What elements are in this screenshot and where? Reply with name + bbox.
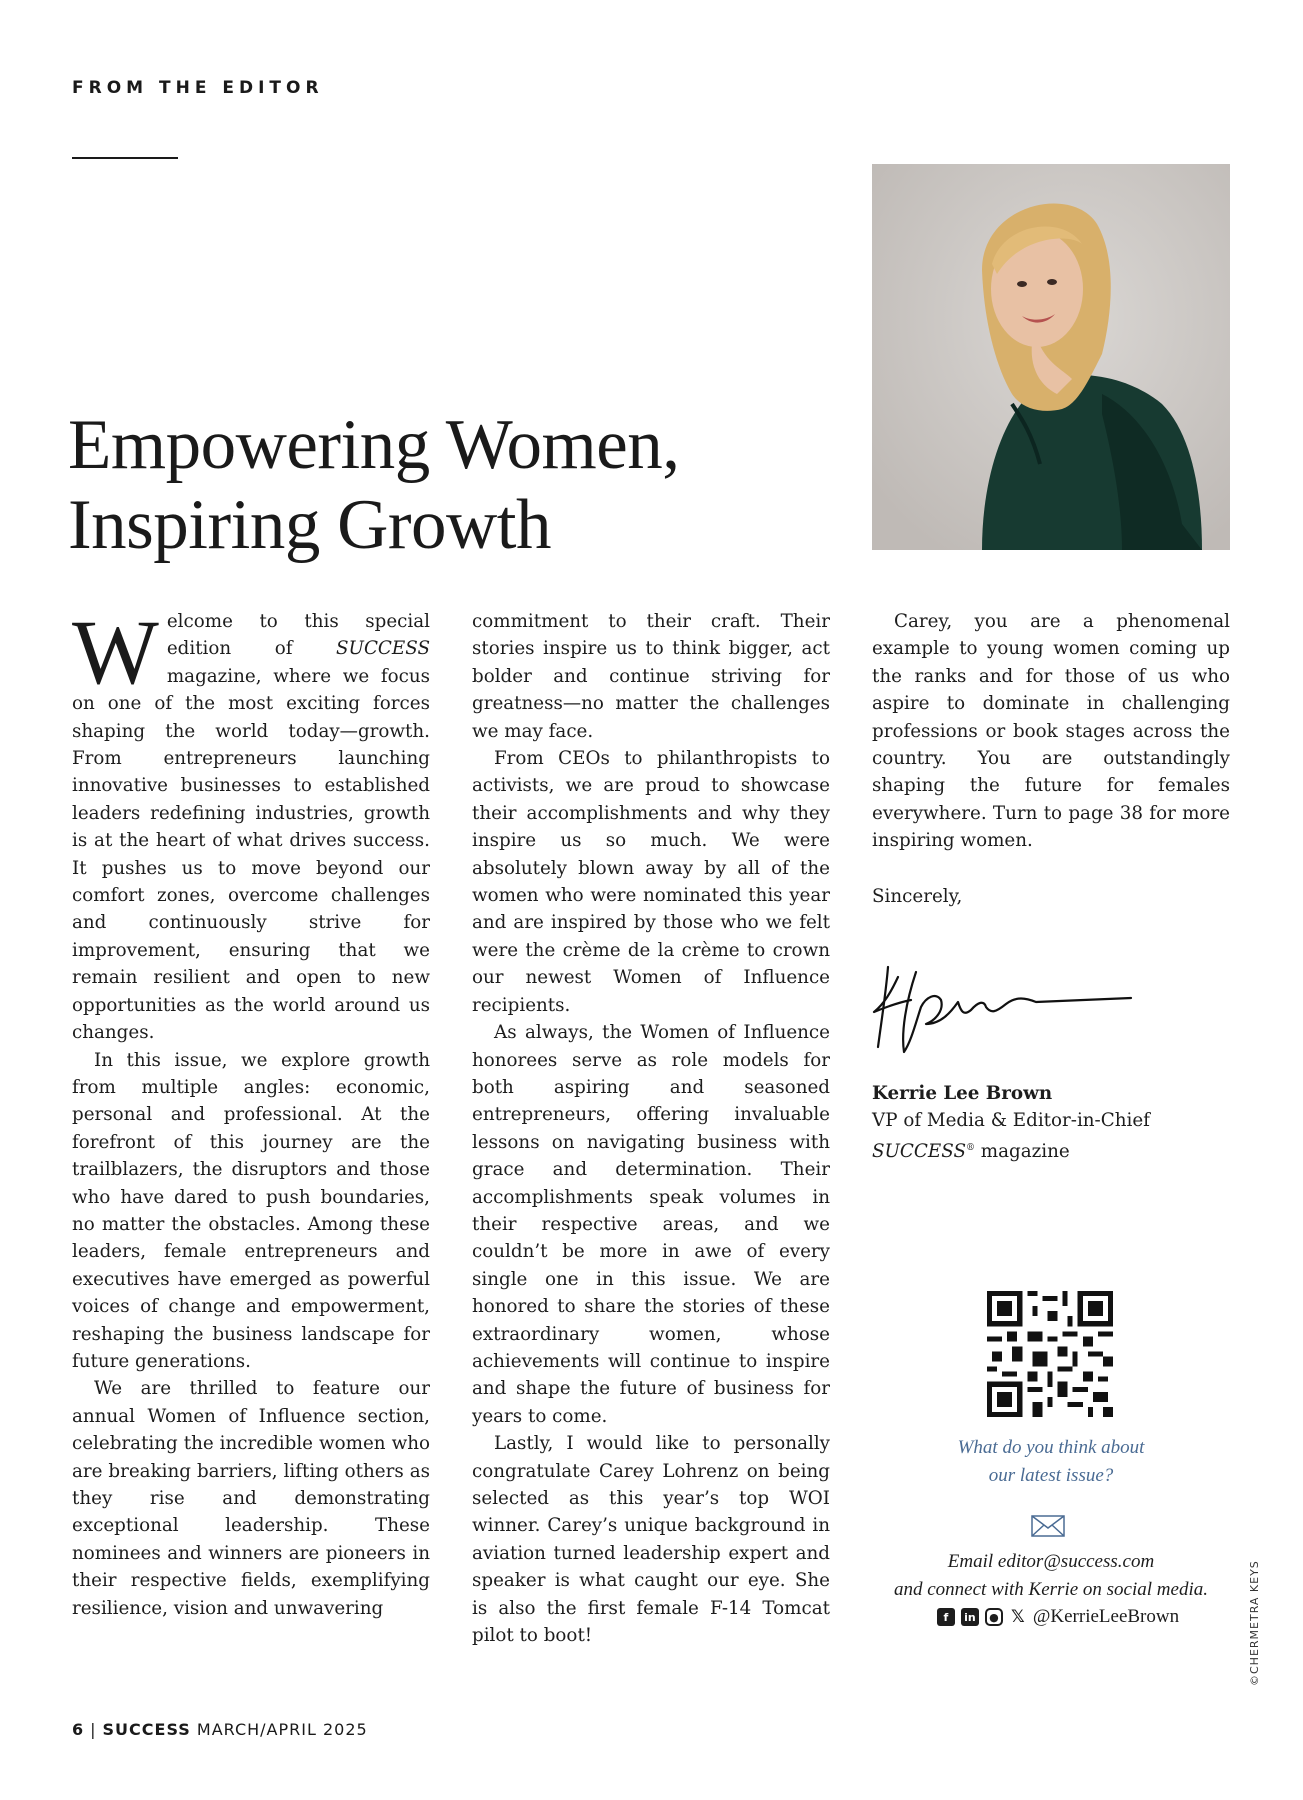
headline — [68, 405, 768, 565]
photo-credit: ©CHERMETRA KEYS — [1248, 1560, 1261, 1686]
paragraph: commitment to their craft. Their stories inspire us to think bigger, act bolder and continue striving for greatness—no matter the challenges we may face. — [472, 611, 830, 742]
footer-issue: MARCH/APRIL 2025 — [196, 1720, 368, 1739]
paragraph: Lastly, I would like to personally congratulate Carey Lohrenz on being selected as this year’s top WOI winner. Carey’s unique background in aviation turned leadership expert and speaker is what caught our eye. She is also the first female F-14 Tomcat pilot to boot! — [472, 1433, 830, 1647]
qr-code-icon[interactable] — [987, 1291, 1113, 1417]
editor-portrait — [872, 164, 1230, 550]
connect-line: and connect with Kerrie on social media. — [894, 1579, 1208, 1600]
headline-line-1: Empowering Women, — [68, 406, 680, 484]
headline-line-2: Inspiring Growth — [68, 486, 552, 564]
social-links — [908, 1604, 1208, 1630]
email-line[interactable]: Email editor@success.com — [947, 1551, 1155, 1572]
paragraph: We are thrilled to feature our annual Women of Influence section, celebrating the incredible women who are breaking barriers, lifting others as they rise and demonstrating exceptional leadership. These nominees and winners are pioneers in their respective fields, exemplifying resilience, vision and unwavering — [72, 1378, 430, 1619]
linkedin-icon[interactable]: in — [961, 1608, 979, 1626]
section-label: FROM THE EDITOR — [72, 78, 324, 98]
paragraph: In this issue, we explore growth from multiple angles: economic, personal and professional. At the forefront of this journey are the trailblazers, the disruptors and those who have dared to push boundaries, no matter the obstacles. Among these leaders, female entrepreneurs and executives have emerged as powerful voices of change and empowerment, reshaping the business landscape for future generations. — [72, 1049, 430, 1372]
instagram-icon[interactable]: ● — [985, 1608, 1003, 1626]
sign-off: Sincerely, — [872, 885, 963, 907]
signature-image — [866, 952, 1136, 1062]
article-column-1 — [72, 601, 430, 1622]
feedback-prompt: What do you think about our latest issue? — [957, 1437, 1145, 1486]
editor-name: Kerrie Lee Brown — [872, 1083, 1053, 1104]
facebook-icon[interactable]: f — [937, 1608, 955, 1626]
social-handle[interactable]: @KerrieLeeBrown — [1032, 1606, 1180, 1627]
page-footer — [72, 1720, 368, 1739]
page-number: 6 — [72, 1720, 85, 1739]
drop-cap: W — [72, 601, 159, 703]
paragraph: Carey, you are a phenomenal example to young women coming up the ranks and for those of us who aspire to dominate in challenging professions or book stages across the country. You are outstandingly shaping the future for females everywhere. Turn to page 38 for more inspiring women. — [872, 611, 1230, 852]
footer-brand: SUCCESS — [102, 1720, 191, 1739]
signature-block — [872, 1080, 1252, 1165]
header-rule — [72, 157, 178, 159]
paragraph: Welcome to this special edition of SUCCESS magazine, where we focus on one of the most exciting forces shaping the world today—growth. From entrepreneurs launching innovative businesses to established leaders redefining industries, growth is at the heart of what drives success. It pushes us to move beyond our comfort zones, overcome challenges and continuously strive for improvement, ensuring that we remain resilient and open to new opportunities as the world around us changes. — [72, 601, 430, 1044]
article-column-3 — [872, 608, 1230, 910]
paragraph: From CEOs to philanthropists to activists, we are proud to showcase their accomplishments and why they inspire us so much. We were absolutely blown away by all of the women who were nominated this year and are inspired by those who we felt were the crème de la crème to crown our newest Women of Influence recipients. — [472, 748, 830, 1016]
x-icon[interactable]: 𝕏 — [1011, 1606, 1025, 1627]
article-column-2 — [472, 608, 830, 1649]
footer-separator: | — [90, 1720, 97, 1739]
editor-title: VP of Media & Editor-in-Chief — [872, 1110, 1150, 1132]
contact-info — [856, 1548, 1246, 1604]
envelope-icon[interactable] — [1031, 1515, 1065, 1537]
paragraph: As always, the Women of Influence honorees serve as role models for both aspiring and seasoned entrepreneurs, offering invaluable lessons on navigating business with grace and determination. Their accomplishments speak volumes in their respective areas, and we couldn’t be more in awe of every single one in this issue. We are honored to share the stories of these extraordinary women, whose achievements will continue to inspire and shape the future of business for years to come. — [472, 1022, 830, 1427]
publication-name: SUCCESS® magazine — [872, 1140, 1070, 1162]
brand-name: SUCCESS — [336, 638, 430, 660]
